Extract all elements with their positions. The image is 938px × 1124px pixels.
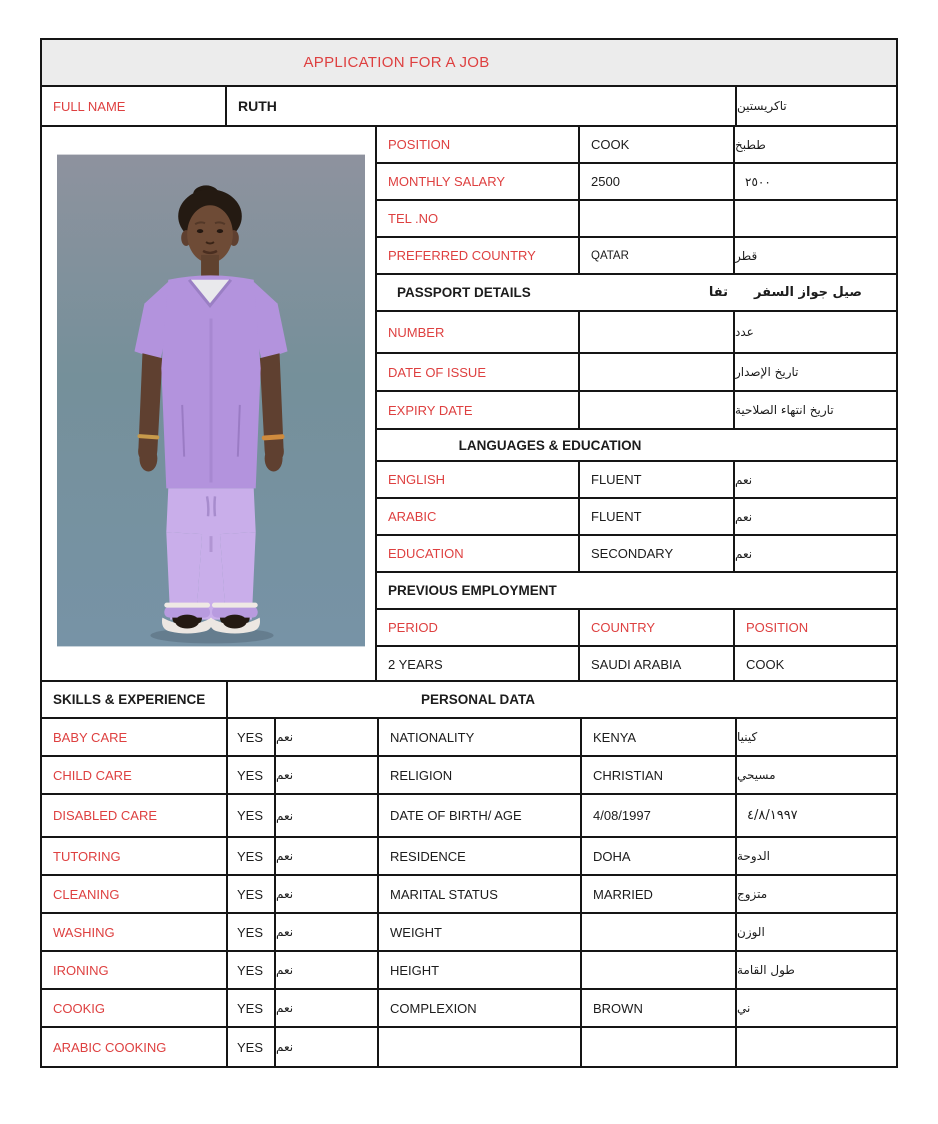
passport-number-label: NUMBER bbox=[377, 312, 580, 352]
education-label: EDUCATION bbox=[377, 536, 580, 571]
skill-yes: YES bbox=[228, 719, 276, 755]
skill-yes: YES bbox=[228, 757, 276, 793]
passport-header-arabic: تفا صيل جواز السفر bbox=[708, 285, 862, 300]
personal-data-header: PERSONAL DATA bbox=[420, 692, 535, 707]
position-arabic: ططبخ bbox=[735, 137, 766, 152]
employment-header: PREVIOUS EMPLOYMENT bbox=[388, 583, 557, 598]
skill-yes-arabic: نعم bbox=[276, 876, 379, 912]
expiry-date-label: EXPIRY DATE bbox=[377, 392, 580, 428]
personal-value: CHRISTIAN bbox=[582, 757, 737, 793]
skill-yes-arabic: نعم bbox=[276, 1028, 379, 1066]
applicant-photo bbox=[57, 152, 365, 649]
position-label: POSITION bbox=[377, 127, 580, 162]
skill-label: ARABIC COOKING bbox=[42, 1028, 228, 1066]
personal-arabic: الدوحة bbox=[737, 849, 770, 863]
form-title-row bbox=[42, 40, 896, 87]
passport-number-arabic: عدد bbox=[735, 325, 754, 339]
personal-data-header-cell bbox=[228, 682, 896, 717]
info-column bbox=[377, 127, 896, 680]
employment-header-row bbox=[377, 573, 896, 610]
skill-label: COOKIG bbox=[42, 990, 228, 1026]
skill-label: TUTORING bbox=[42, 838, 228, 874]
table-row-ironing bbox=[42, 952, 896, 990]
skill-yes-arabic: نعم bbox=[276, 952, 379, 988]
tel-row bbox=[377, 201, 896, 238]
skill-yes-arabic: نعم bbox=[276, 838, 379, 874]
personal-value bbox=[582, 952, 737, 988]
skill-yes: YES bbox=[228, 914, 276, 950]
personal-arabic bbox=[737, 1028, 896, 1066]
application-table bbox=[40, 38, 898, 1068]
personal-value bbox=[582, 914, 737, 950]
personal-label: NATIONALITY bbox=[379, 719, 582, 755]
skill-label: DISABLED CARE bbox=[42, 795, 228, 836]
languages-header-row bbox=[377, 430, 896, 462]
expiry-date-arabic: تاريخ انتهاء الصلاحية bbox=[735, 403, 834, 417]
table-row-disabled-care bbox=[42, 795, 896, 838]
personal-arabic: ٤/٨/١٩٩٧ bbox=[747, 808, 798, 823]
skill-label: CHILD CARE bbox=[42, 757, 228, 793]
employment-columns-row bbox=[377, 610, 896, 647]
personal-label: WEIGHT bbox=[379, 914, 582, 950]
bottom-header-row bbox=[42, 682, 896, 719]
skill-yes-arabic: نعم bbox=[276, 757, 379, 793]
skill-yes: YES bbox=[228, 1028, 276, 1066]
salary-value: 2500 bbox=[580, 164, 735, 199]
passport-number-value bbox=[580, 312, 735, 352]
table-row-arabic-cooking bbox=[42, 1028, 896, 1066]
personal-arabic: الوزن bbox=[737, 925, 765, 939]
personal-label: MARITAL STATUS bbox=[379, 876, 582, 912]
form-title: APPLICATION FOR A JOB bbox=[303, 54, 490, 71]
english-arabic: نعم bbox=[735, 472, 753, 487]
skill-yes-arabic: نعم bbox=[276, 914, 379, 950]
personal-arabic: مسيحي bbox=[737, 768, 776, 782]
employment-position: COOK bbox=[746, 657, 785, 672]
personal-arabic: متزوج bbox=[737, 887, 768, 901]
personal-value: 4/08/1997 bbox=[582, 795, 737, 836]
arabic-label: ARABIC bbox=[377, 499, 580, 534]
personal-value: KENYA bbox=[582, 719, 737, 755]
skill-yes-arabic: نعم bbox=[276, 990, 379, 1026]
applicant-photo-cell bbox=[42, 127, 377, 680]
table-row-tutoring bbox=[42, 838, 896, 876]
tel-value bbox=[580, 201, 735, 236]
employment-period: 2 YEARS bbox=[377, 647, 580, 682]
position-value: COOK bbox=[580, 127, 735, 162]
arabic-row bbox=[377, 499, 896, 536]
salary-row bbox=[377, 164, 896, 201]
passport-header-row bbox=[377, 275, 896, 312]
full-name-value: RUTH bbox=[227, 87, 737, 125]
table-row-washing bbox=[42, 914, 896, 952]
skill-label: BABY CARE bbox=[42, 719, 228, 755]
full-name-label: FULL NAME bbox=[42, 87, 227, 125]
skill-yes-arabic: نعم bbox=[276, 719, 379, 755]
issue-date-arabic: تاريخ الإصدار bbox=[735, 365, 799, 379]
passport-header: PASSPORT DETAILS bbox=[397, 285, 531, 300]
main-section bbox=[42, 127, 896, 682]
skill-label: CLEANING bbox=[42, 876, 228, 912]
personal-label: HEIGHT bbox=[379, 952, 582, 988]
employment-values-row bbox=[377, 647, 896, 682]
skill-yes: YES bbox=[228, 876, 276, 912]
personal-label: DATE OF BIRTH/ AGE bbox=[379, 795, 582, 836]
period-column-header: PERIOD bbox=[377, 610, 580, 645]
skill-label: WASHING bbox=[42, 914, 228, 950]
table-row-cooking bbox=[42, 990, 896, 1028]
personal-value bbox=[582, 1028, 737, 1066]
employment-country: SAUDI ARABIA bbox=[580, 647, 735, 682]
table-row-cleaning bbox=[42, 876, 896, 914]
passport-number-row bbox=[377, 312, 896, 354]
skill-yes: YES bbox=[228, 795, 276, 836]
personal-value: MARRIED bbox=[582, 876, 737, 912]
education-arabic: نعم bbox=[735, 546, 753, 561]
salary-arabic: ٢٥٠٠ bbox=[745, 174, 771, 189]
issue-date-row bbox=[377, 354, 896, 392]
personal-arabic: كينيا bbox=[737, 730, 758, 744]
skill-label: IRONING bbox=[42, 952, 228, 988]
arabic-arabic: نعم bbox=[735, 509, 753, 524]
country-row bbox=[377, 238, 896, 275]
table-row-child-care bbox=[42, 757, 896, 795]
personal-label: RESIDENCE bbox=[379, 838, 582, 874]
country-arabic: قطر bbox=[735, 248, 758, 263]
issue-date-value bbox=[580, 354, 735, 390]
country-value: QATAR bbox=[580, 238, 735, 273]
country-column-header: COUNTRY bbox=[580, 610, 735, 645]
position-row bbox=[377, 127, 896, 164]
position-column-header: POSITION bbox=[746, 620, 809, 635]
skill-yes: YES bbox=[228, 952, 276, 988]
skill-yes: YES bbox=[228, 990, 276, 1026]
arabic-value: FLUENT bbox=[580, 499, 735, 534]
languages-header: LANGUAGES & EDUCATION bbox=[458, 437, 642, 453]
table-row-baby-care bbox=[42, 719, 896, 757]
personal-arabic: طول القامة bbox=[737, 963, 795, 977]
skills-header: SKILLS & EXPERIENCE bbox=[42, 682, 228, 717]
expiry-date-row bbox=[377, 392, 896, 430]
skill-yes: YES bbox=[228, 838, 276, 874]
tel-arabic bbox=[735, 201, 896, 236]
education-row bbox=[377, 536, 896, 573]
personal-label: COMPLEXION bbox=[379, 990, 582, 1026]
personal-label bbox=[379, 1028, 582, 1066]
skill-yes-arabic: نعم bbox=[276, 795, 379, 836]
personal-value: BROWN bbox=[582, 990, 737, 1026]
issue-date-label: DATE OF ISSUE bbox=[377, 354, 580, 390]
country-label: PREFERRED COUNTRY bbox=[377, 238, 580, 273]
english-value: FLUENT bbox=[580, 462, 735, 497]
personal-label: RELIGION bbox=[379, 757, 582, 793]
personal-value: DOHA bbox=[582, 838, 737, 874]
personal-arabic: ني bbox=[737, 1001, 751, 1015]
full-name-row bbox=[42, 87, 896, 127]
english-label: ENGLISH bbox=[377, 462, 580, 497]
expiry-date-value bbox=[580, 392, 735, 428]
tel-label: TEL .NO bbox=[377, 201, 580, 236]
salary-label: MONTHLY SALARY bbox=[377, 164, 580, 199]
education-value: SECONDARY bbox=[580, 536, 735, 571]
full-name-arabic: تاكريستين bbox=[737, 99, 787, 113]
english-row bbox=[377, 462, 896, 499]
